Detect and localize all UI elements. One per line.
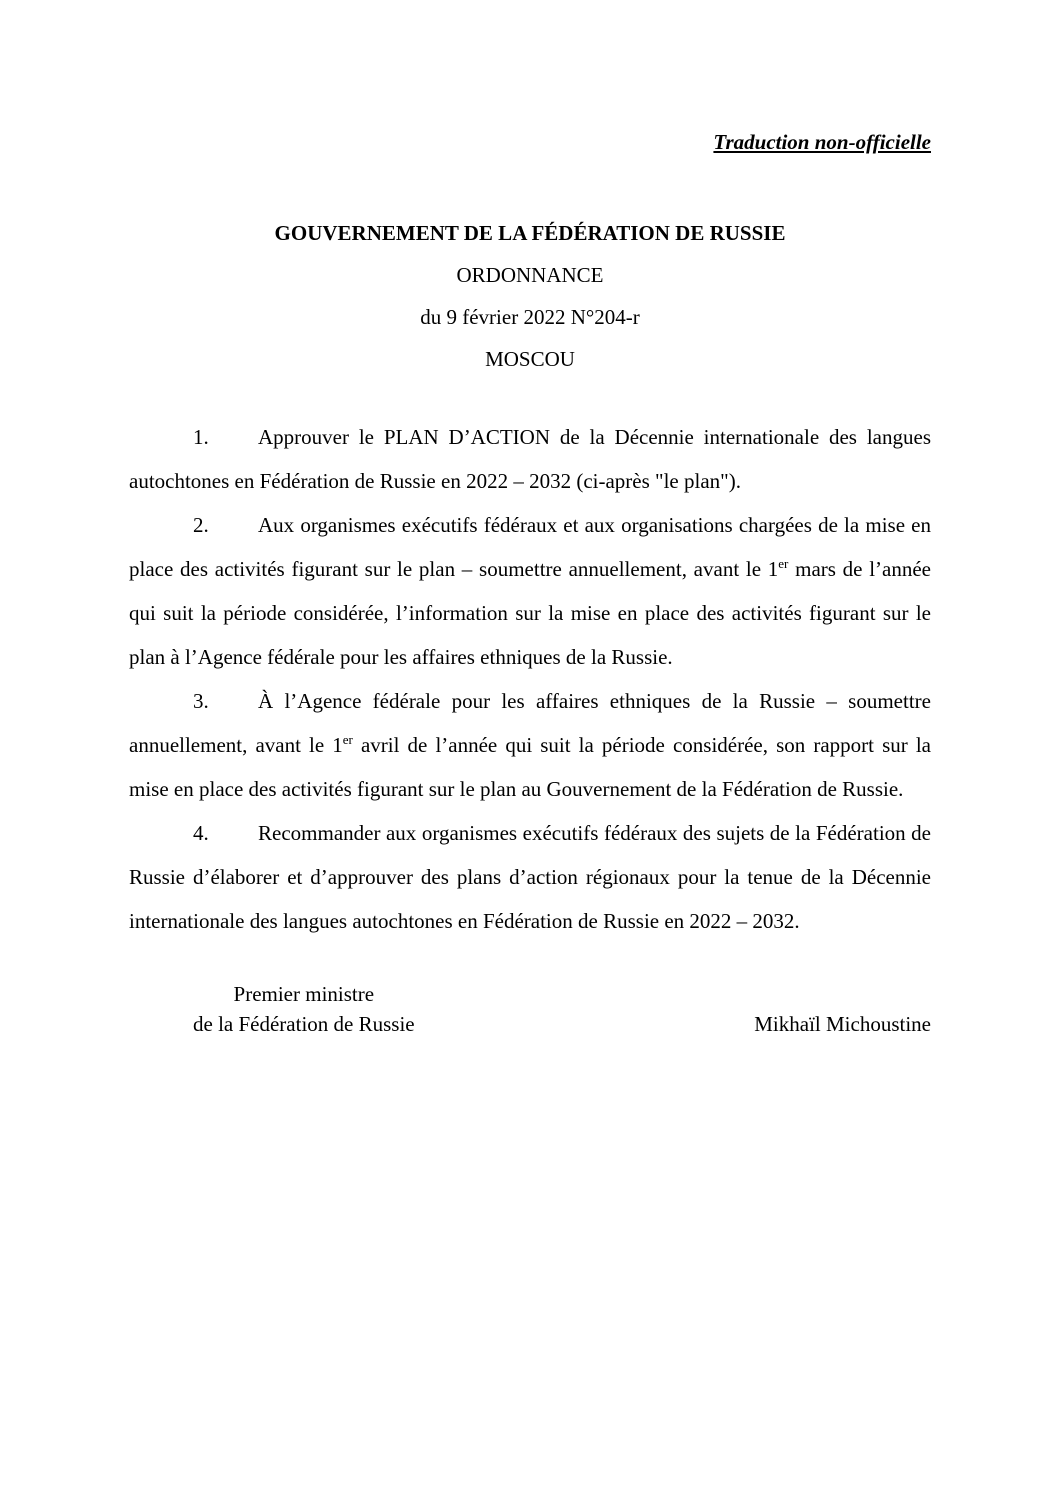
signer-role-line2: de la Fédération de Russie: [193, 1012, 415, 1036]
paragraph-4-text: Recommander aux organismes exécutifs fédéraux des sujets de la Fédération de Russie d’élaborer et d’approuver des plans d’action régionaux pour la tenue de la Décennie internationale des langues autochtones en Fédération de Russie en 2022 – 2032.: [129, 821, 931, 933]
paragraph-2-superscript: er: [778, 556, 789, 571]
paragraph-2-number: 2.: [193, 513, 209, 537]
paragraph-2-text: Aux organismes exécutifs fédéraux et aux organisations chargées de la mise en place des activités figurant sur le plan – soumettre annuellement, avant le 1: [129, 513, 931, 581]
paragraph-4: [129, 811, 931, 943]
paragraph-1-text: Approuver le PLAN D’ACTION de la Décennie internationale des langues autochtones en Fédération de Russie en 2022 – 2032 (ci-après "le plan").: [129, 425, 931, 493]
title-block: [129, 212, 931, 380]
signer-role-line1: Premier ministre: [233, 982, 375, 1006]
document-title: GOUVERNEMENT DE LA FÉDÉRATION DE RUSSIE: [274, 221, 786, 245]
paragraph-4-number: 4.: [193, 821, 209, 845]
paragraph-3-text-after: avril de l’année qui suit la période considérée, son rapport sur la mise en place des activités figurant sur le plan au Gouvernement de la Fédération de Russie.: [129, 733, 931, 801]
document-date-number: du 9 février 2022 N°204-r: [420, 305, 640, 329]
paragraph-3-text: À l’Agence fédérale pour les affaires ethniques de la Russie – soumettre annuellement, avant le 1: [129, 689, 931, 757]
translation-annotation: Traduction non-officielle: [713, 130, 931, 154]
signature-block: [129, 979, 931, 1039]
document-body: [129, 415, 931, 943]
paragraph-3-number: 3.: [193, 689, 209, 713]
paragraph-2: [129, 503, 931, 679]
signer-name: Mikhaïl Michoustine: [754, 1012, 931, 1036]
document-type: ORDONNANCE: [456, 263, 604, 287]
paragraph-1-number: 1.: [193, 425, 209, 449]
paragraph-2-text-after: mars de l’année qui suit la période considérée, l’information sur la mise en place des activités figurant sur le plan à l’Agence fédérale pour les affaires ethniques de la Russie.: [129, 557, 931, 669]
signer-role: [193, 979, 415, 1039]
document-city: MOSCOU: [485, 347, 575, 371]
paragraph-3: [129, 679, 931, 811]
paragraph-3-superscript: er: [342, 732, 353, 747]
translation-annotation-line: [129, 128, 931, 156]
paragraph-1: [129, 415, 931, 503]
